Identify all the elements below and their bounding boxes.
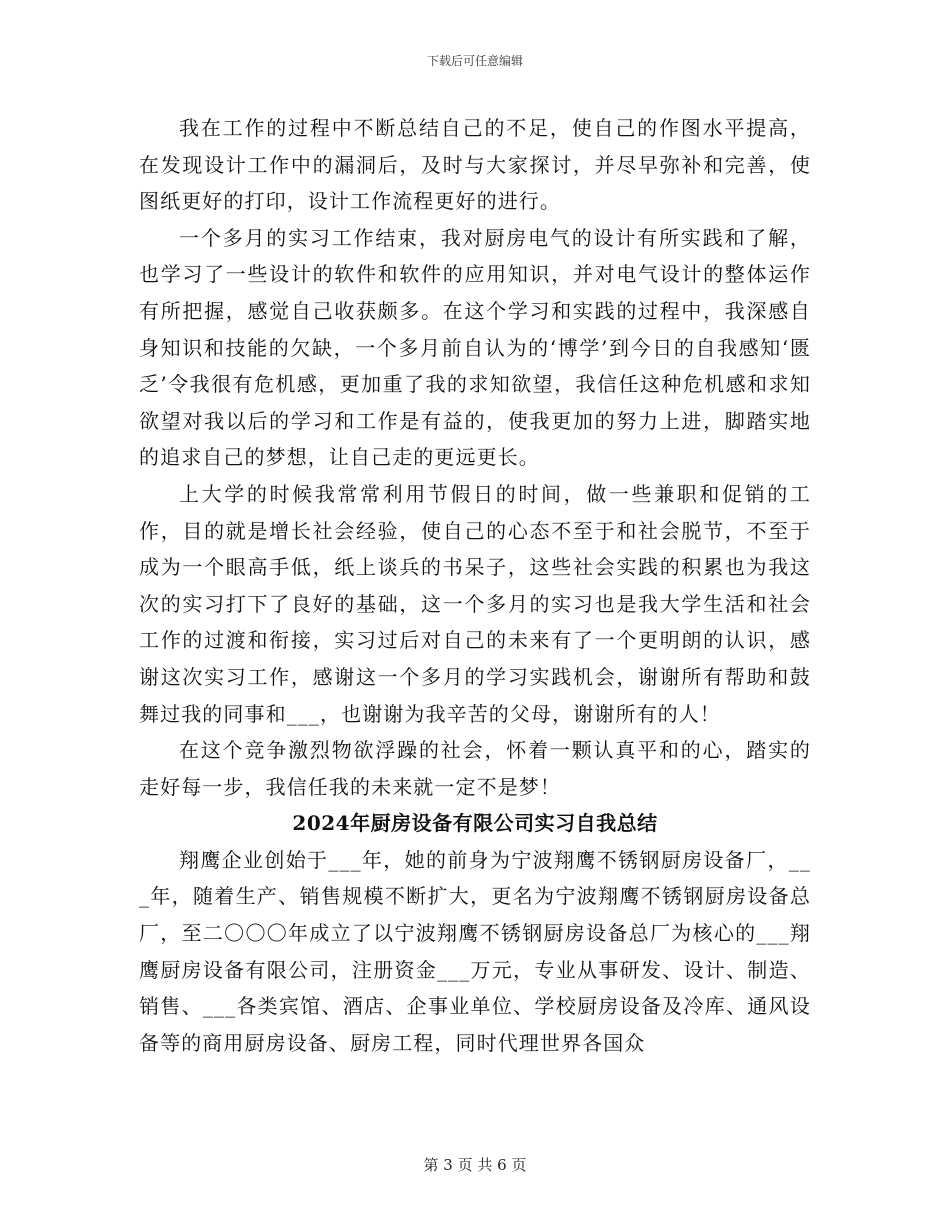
document-body	[139, 110, 811, 1061]
body-paragraph: 我在工作的过程中不断总结自己的不足，使自己的作图水平提高，在发现设计工作中的漏洞后，及时与大家探讨，并尽早弥补和完善，使图纸更好的打印，设计工作流程更好的进行。	[139, 116, 811, 214]
section-title: 2024年厨房设备有限公司实习自我总结	[292, 811, 658, 836]
body-paragraph: 在这个竞争激烈物欲浮躁的社会，怀着一颗认真平和的心，踏实的走好每一步，我信任我的未来就一定不是梦！	[139, 738, 811, 799]
page-number: 第 3 页 共 6 页	[423, 1156, 527, 1174]
body-paragraph: 一个多月的实习工作结束，我对厨房电气的设计有所实践和了解，也学习了一些设计的软件和软件的应用知识，并对电气设计的整体运作有所把握，感觉自己收获颇多。在这个学习和实践的过程中，我深感自身知识和技能的欠缺，一个多月前自认为的‘博学’到今日的自我感知‘匮乏’令我很有危机感，更加重了我的求知欲望，我信任这种危机感和求知欲望对我以后的学习和工作是有益的，使我更加的努力上进，脚踏实地的追求自己的梦想，让自己走的更远更长。	[139, 225, 811, 470]
page-header: 下载后可任意编辑	[426, 54, 523, 68]
section-paragraph: 翔鹰企业创始于___年，她的前身为宁波翔鹰不锈钢厨房设备厂，___年，随着生产、销售规模不断扩大，更名为宁波翔鹰不锈钢厨房设备总厂，至二〇〇〇年成立了以宁波翔鹰不锈钢厨房设备总厂为核心的___翔鹰厨房设备有限公司，注册资金___万元，专业从事研发、设计、制造、销售、___各类宾馆、酒店、企事业单位、学校厨房设备及冷库、通风设备等的商用厨房设备、厨房工程，同时代理世界各国众	[139, 847, 811, 1055]
body-paragraph: 上大学的时候我常常利用节假日的时间，做一些兼职和促销的工作，目的就是增长社会经验，使自己的心态不至于和社会脱节，不至于成为一个眼高手低，纸上谈兵的书呆子，这些社会实践的积累也为我这次的实习打下了良好的基础，这一个多月的实习也是我大学生活和社会工作的过渡和衔接，实习过后对自己的未来有了一个更明朗的认识，感谢这次实习工作，感谢这一个多月的学习实践机会，谢谢所有帮助和鼓舞过我的同事和___，也谢谢为我辛苦的父母，谢谢所有的人！	[139, 481, 811, 726]
